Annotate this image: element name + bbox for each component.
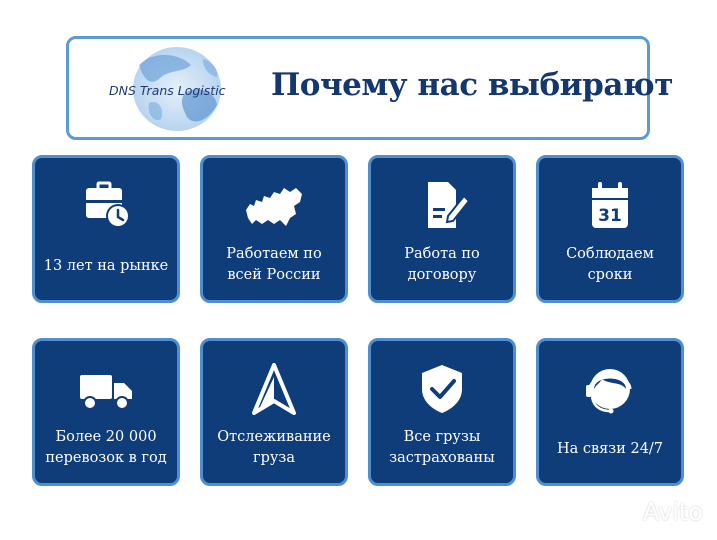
feature-label: Отслеживание груза [217,429,331,466]
truck-icon [76,363,136,415]
feature-label: На связи 24/7 [556,441,664,457]
feature-card-deadlines [536,155,684,303]
feature-label: Работа по договору [404,246,480,283]
feature-label: Более 20 000 перевозок в год [45,429,167,466]
avito-watermark [603,496,707,530]
headset-operator-icon [580,363,640,415]
briefcase-clock-icon [76,180,136,232]
feature-label: 13 лет на рынке [43,258,169,274]
page-title: Почему нас выбирают [271,67,673,103]
feature-label: Соблюдаем сроки [566,246,654,283]
russia-map-icon [230,180,318,232]
calendar-day: 31 [598,206,622,226]
feature-card-insurance [368,338,516,486]
feature-card-support [536,338,684,486]
shield-check-icon [412,363,472,415]
document-pen-icon [412,180,472,232]
header-panel [66,36,673,140]
feature-label: Все грузы застрахованы [389,429,495,466]
feature-card-russia [200,155,348,303]
feature-card-shipments [32,338,180,486]
watermark-text: Avito [643,498,703,526]
feature-card-years [32,155,180,303]
feature-card-contract [368,155,516,303]
company-logo [99,45,249,133]
feature-label: Работаем по всей России [226,246,322,283]
calendar-icon [580,180,640,232]
logo-text: DNS Trans Logistic [109,83,226,98]
feature-card-tracking [200,338,348,486]
avito-logo-icon [603,496,643,530]
navigation-arrow-icon [244,363,304,415]
